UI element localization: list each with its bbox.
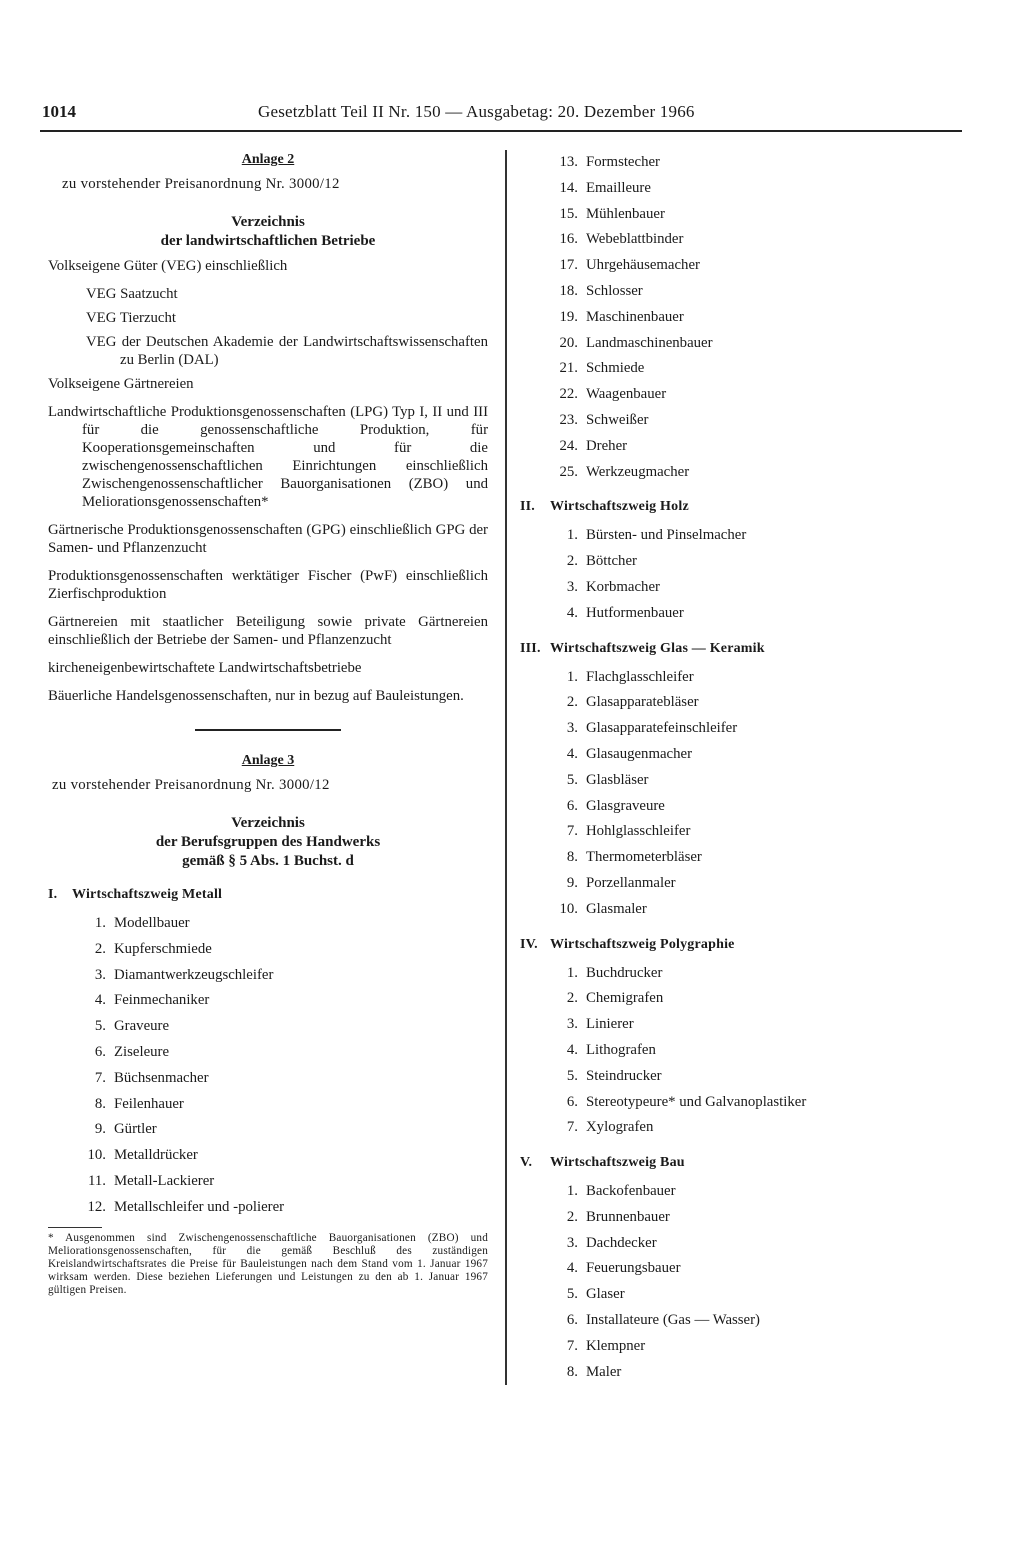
item-label: Glasgraveure: [586, 797, 665, 814]
item-number: 7.: [94, 1069, 106, 1086]
running-title: Gesetzblatt Teil II Nr. 150 — Ausgabetag: 20. Dezember 1966: [258, 102, 695, 121]
list-item: [520, 331, 970, 357]
section-number: IV.: [520, 936, 538, 952]
item-label: Schweißer: [586, 411, 649, 428]
list-item: [520, 549, 970, 575]
item-number: 3.: [566, 578, 578, 595]
item-number: 5.: [566, 1286, 578, 1303]
anlage2-title-line2: der landwirtschaftlichen Betriebe: [160, 233, 376, 249]
list-item: [48, 1066, 488, 1092]
item-label: Glasapparatefeinschleifer: [586, 720, 738, 737]
item-label: Bürsten- und Pinselmacher: [586, 527, 747, 544]
list-item: [520, 716, 970, 742]
section-title: Wirtschaftszweig Bau: [550, 1155, 685, 1171]
item-label: Maler: [586, 1363, 622, 1380]
section-divider: [195, 729, 341, 731]
section-title: Wirtschaftszweig Holz: [550, 499, 689, 515]
list-item: [520, 202, 970, 228]
list-item: [520, 1282, 970, 1308]
list-item: [520, 408, 970, 434]
item-label: Buchdrucker: [586, 964, 663, 981]
list-item: [520, 1064, 970, 1090]
item-label: Dachdecker: [586, 1234, 657, 1251]
item-number: 1.: [566, 527, 578, 544]
item-label: Hohlglasschleifer: [586, 823, 691, 840]
anlage3-title-line2: der Berufsgruppen des Handwerks: [155, 834, 381, 850]
page-header: [42, 98, 962, 128]
list-item: [48, 1143, 488, 1169]
left-column: [48, 140, 488, 1297]
header-rule: [40, 130, 962, 132]
item-number: 3.: [94, 966, 106, 983]
item-label: Feuerungsbauer: [586, 1260, 681, 1277]
list-item: [520, 665, 970, 691]
item-number: 10.: [87, 1147, 106, 1164]
metall-list-part2: [520, 150, 970, 485]
list-item: [48, 1117, 488, 1143]
anlage2-title-line1: Verzeichnis: [231, 214, 305, 230]
item-label: Webeblattbinder: [586, 231, 684, 248]
item-number: 2.: [566, 694, 578, 711]
item-label: Graveure: [114, 1018, 170, 1035]
list-item: [520, 690, 970, 716]
item-number: 4.: [566, 604, 578, 621]
item-label: Feilenhauer: [114, 1095, 184, 1112]
item-label: Metallschleifer und -polierer: [114, 1198, 285, 1215]
list-item: [520, 227, 970, 253]
item-label: Gürtler: [114, 1121, 157, 1138]
list-item: [520, 150, 970, 176]
list-item: [520, 1256, 970, 1282]
item-label: Ziseleure: [114, 1043, 170, 1060]
list-item: [520, 1179, 970, 1205]
item-number: 4.: [566, 1041, 578, 1058]
page-number: 1014: [42, 102, 76, 121]
list-item: [48, 1040, 488, 1066]
paragraph: kircheneigenbewirtschaftete Landwirtschaftsbetriebe: [48, 660, 362, 676]
item-number: 21.: [559, 360, 578, 377]
item-label: Böttcher: [586, 553, 637, 570]
section-number: V.: [520, 1155, 533, 1171]
item-label: Steindrucker: [586, 1067, 662, 1084]
item-number: 2.: [566, 1208, 578, 1225]
paragraph: Volkseigene Güter (VEG) einschließlich: [48, 258, 288, 274]
item-label: Stereotypeure* und Galvanoplastiker: [586, 1093, 807, 1110]
column-divider: [505, 150, 507, 1385]
item-number: 20.: [559, 334, 578, 351]
list-item: [520, 279, 970, 305]
item-label: Korbmacher: [586, 578, 660, 595]
item-label: Modellbauer: [114, 915, 190, 931]
item-number: 8.: [566, 1363, 578, 1380]
item-number: 7.: [566, 1337, 578, 1354]
item-label: Feinmechaniker: [114, 992, 210, 1009]
item-number: 19.: [559, 308, 578, 325]
list-item: [520, 897, 970, 923]
item-number: 1.: [566, 668, 578, 685]
list-item: [520, 434, 970, 460]
list-item: [48, 1169, 488, 1195]
list-item: [48, 911, 488, 937]
list-item: [520, 768, 970, 794]
paragraph: VEG Tierzucht: [86, 310, 177, 326]
item-label: Schlosser: [586, 282, 643, 299]
list-item: [520, 1308, 970, 1334]
item-label: Flachglasschleifer: [586, 668, 694, 685]
item-label: Glasapparatebläser: [586, 694, 699, 711]
item-number: 6.: [566, 1312, 578, 1329]
list-item: [520, 794, 970, 820]
list-item: [520, 845, 970, 871]
item-number: 6.: [566, 797, 578, 814]
item-number: 10.: [559, 900, 578, 917]
right-sections: [520, 499, 970, 1385]
item-label: Büchsenmacher: [114, 1069, 209, 1086]
section-title: Wirtschaftszweig Metall: [72, 887, 223, 902]
list-item: [48, 1014, 488, 1040]
item-number: 7.: [566, 1119, 578, 1136]
section-number: I.: [48, 887, 58, 902]
item-label: Thermometerbläser: [586, 849, 702, 866]
item-label: Mühlenbauer: [586, 205, 665, 222]
section-heading: [520, 937, 970, 953]
item-label: Diamantwerkzeugschleifer: [114, 966, 274, 983]
item-number: 8.: [566, 849, 578, 866]
paragraph: Gärtnereien mit staatlicher Beteiligung sowie private Gärtnereien einschließlich der Betriebe der Samen- und Pflanzenzucht: [48, 614, 488, 648]
item-label: Schmiede: [586, 360, 645, 377]
list-item: [520, 1231, 970, 1257]
item-label: Xylografen: [586, 1119, 654, 1136]
item-number: 25.: [559, 463, 578, 480]
item-label: Kupferschmiede: [114, 940, 212, 957]
paragraph: Bäuerliche Handelsgenossenschaften, nur in bezug auf Bauleistungen.: [48, 688, 464, 704]
anlage2-subheading: zu vorstehender Preisanordnung Nr. 3000/12: [62, 176, 340, 192]
item-label: Installateure (Gas — Wasser): [586, 1312, 760, 1329]
section-title: Wirtschaftszweig Polygraphie: [550, 936, 735, 952]
item-number: 13.: [559, 154, 578, 170]
list-item: [520, 961, 970, 987]
paragraph: VEG Saatzucht: [86, 286, 178, 302]
list-item: [520, 1115, 970, 1141]
item-number: 12.: [87, 1198, 106, 1215]
footnote: * Ausgenommen sind Zwischengenossenschaftliche Bauorganisationen (ZBO) und Meliorationsgenossenschaften, für die gemäß Beschluß des zuständigen Kreislandwirtschaftsrates die Preise für Bauleistungen nach dem Stand vom 1. Januar 1967 wirksam werden. Diese beziehen Lieferungen und Leistungen zu den ab 1. Januar 1967 gültigen Preisen.: [48, 1231, 488, 1296]
anlage3-heading: Anlage 3: [241, 753, 295, 768]
item-label: Emailleure: [586, 179, 651, 196]
item-label: Lithografen: [586, 1041, 656, 1058]
item-number: 9.: [566, 874, 578, 891]
item-label: Chemigrafen: [586, 990, 664, 1007]
item-label: Maschinenbauer: [586, 308, 684, 325]
paragraph: VEG der Deutschen Akademie der Landwirtschaftswissenschaften zu Berlin (DAL): [86, 334, 488, 368]
list-item: [520, 1205, 970, 1231]
item-label: Metalldrücker: [114, 1147, 198, 1164]
item-number: 3.: [566, 720, 578, 737]
list-item: [520, 601, 970, 627]
item-label: Backofenbauer: [586, 1183, 676, 1200]
list-item: [520, 1090, 970, 1116]
item-number: 16.: [559, 231, 578, 248]
item-number: 2.: [94, 940, 106, 957]
item-number: 18.: [559, 282, 578, 299]
item-label: Linierer: [586, 1016, 634, 1033]
item-label: Hutformenbauer: [586, 604, 684, 621]
item-number: 14.: [559, 179, 578, 196]
item-label: Landmaschinenbauer: [586, 334, 713, 351]
list-item: [520, 1038, 970, 1064]
list-item: [48, 988, 488, 1014]
metall-list-part1: [48, 911, 488, 1221]
item-number: 5.: [566, 1067, 578, 1084]
section-heading: [520, 641, 970, 657]
item-label: Porzellanmaler: [586, 874, 676, 891]
footnote-rule: [48, 1227, 102, 1228]
item-label: Formstecher: [586, 154, 660, 170]
list-item: [520, 382, 970, 408]
section-heading: [48, 887, 488, 903]
item-number: 7.: [566, 823, 578, 840]
list-item: [520, 305, 970, 331]
anlage3-title: [48, 814, 488, 871]
paragraph: Landwirtschaftliche Produktionsgenossenschaften (LPG) Typ I, II und III für die genossenschaftliche Produktion, für Kooperationsgemeinschaften und für die zwischengenossenschaftlichen Einrichtungen einschließlich Zwischengenossenschaftlicher Bauorganisationen (ZBO) und Meliorationsgenossenschaften*: [48, 404, 488, 510]
item-number: 9.: [94, 1121, 106, 1138]
section-number: III.: [520, 640, 541, 656]
list-item: [520, 460, 970, 486]
list-item: [520, 1360, 970, 1386]
item-label: Brunnenbauer: [586, 1208, 670, 1225]
list-item: [520, 742, 970, 768]
item-number: 24.: [559, 437, 578, 454]
right-column: [520, 150, 970, 1385]
item-number: 23.: [559, 411, 578, 428]
section-number: II.: [520, 499, 535, 515]
item-label: Glaser: [586, 1286, 625, 1303]
anlage3-title-line1: Verzeichnis: [231, 815, 305, 831]
item-number: 1.: [94, 915, 106, 931]
item-number: 1.: [566, 1183, 578, 1200]
list-item: [48, 963, 488, 989]
list-item: [520, 986, 970, 1012]
list-item: [520, 253, 970, 279]
list-item: [520, 1334, 970, 1360]
item-number: 2.: [566, 990, 578, 1007]
item-label: Glasmaler: [586, 900, 647, 917]
list-item: [520, 176, 970, 202]
item-number: 6.: [566, 1093, 578, 1110]
list-item: [520, 356, 970, 382]
anlage2-title: [48, 213, 488, 251]
item-number: 6.: [94, 1043, 106, 1060]
item-label: Uhrgehäusemacher: [586, 257, 700, 274]
item-label: Glasaugenmacher: [586, 745, 692, 762]
item-label: Glasbläser: [586, 771, 649, 788]
item-number: 17.: [559, 257, 578, 274]
list-item: [48, 937, 488, 963]
item-number: 8.: [94, 1095, 106, 1112]
list-item: [520, 871, 970, 897]
item-number: 3.: [566, 1016, 578, 1033]
paragraph: Gärtnerische Produktionsgenossenschaften (GPG) einschließlich GPG der Samen- und Pflanzenzucht: [48, 522, 488, 556]
item-number: 4.: [94, 992, 106, 1009]
list-item: [48, 1195, 488, 1221]
section-title: Wirtschaftszweig Glas — Keramik: [550, 640, 765, 656]
item-label: Werkzeugmacher: [586, 463, 690, 480]
item-number: 4.: [566, 1260, 578, 1277]
item-number: 1.: [566, 964, 578, 981]
item-number: 5.: [566, 771, 578, 788]
list-item: [520, 523, 970, 549]
item-number: 2.: [566, 553, 578, 570]
section-heading: [520, 1155, 970, 1171]
item-number: 22.: [559, 386, 578, 403]
item-number: 11.: [88, 1172, 106, 1189]
list-item: [520, 1012, 970, 1038]
item-label: Dreher: [586, 437, 628, 454]
list-item: [520, 819, 970, 845]
item-label: Klempner: [586, 1337, 646, 1354]
item-label: Metall-Lackierer: [114, 1172, 215, 1189]
anlage2-heading: Anlage 2: [241, 152, 295, 167]
anlage3-title-line3: gemäß § 5 Abs. 1 Buchst. d: [182, 853, 354, 869]
list-item: [48, 1092, 488, 1118]
item-number: 4.: [566, 745, 578, 762]
paragraph: Volkseigene Gärtnereien: [48, 376, 194, 392]
list-item: [520, 575, 970, 601]
paragraph: Produktionsgenossenschaften werktätiger Fischer (PwF) einschließlich Zierfischproduktion: [48, 568, 488, 602]
section-heading: [520, 499, 970, 515]
item-number: 3.: [566, 1234, 578, 1251]
item-number: 5.: [94, 1018, 106, 1035]
anlage3-subheading: zu vorstehender Preisanordnung Nr. 3000/12: [52, 777, 330, 793]
item-label: Waagenbauer: [586, 386, 667, 403]
item-number: 15.: [559, 205, 578, 222]
